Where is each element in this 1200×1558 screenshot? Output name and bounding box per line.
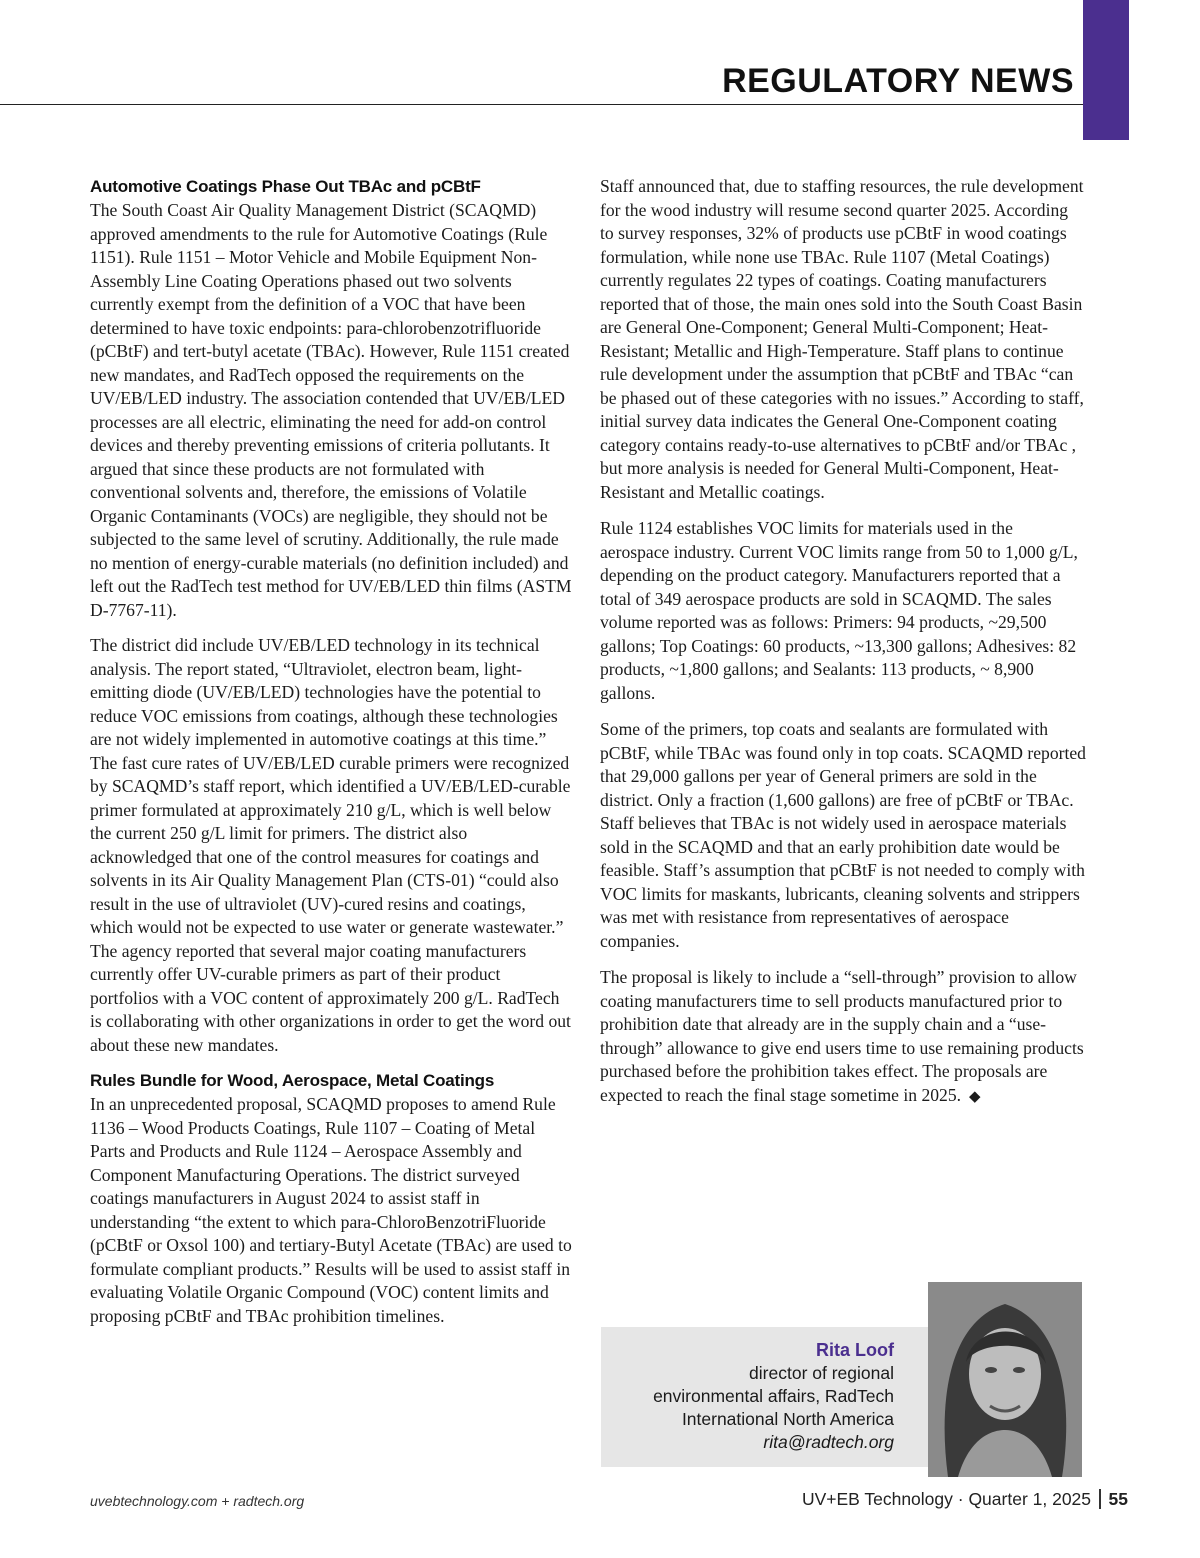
author-portrait-icon bbox=[928, 1282, 1082, 1477]
author-title-line: International North America bbox=[681, 1409, 894, 1429]
paragraph: In an unprecedented proposal, SCAQMD proposes to amend Rule 1136 – Wood Products Coatings, Rule 1107 – Coating of Metal Parts and Products and Rule 1124 – Aerospace Assembly and Component Manufacturing Operations. The district surveyed coatings manufacturers in August 2024 to assist staff in understanding “the extent to which para-ChloroBenzotriFluoride (pCBtF or Oxsol 100) and tertiary-Butyl Acetate (TBAc) are used to formulate compliant products.” Results will be used to assist staff in evaluating Volatile Organic Compound (VOC) content limits and proposing pCBtF and TBAc prohibition timelines. bbox=[90, 1094, 572, 1326]
page-number: 55 bbox=[1108, 1489, 1128, 1509]
author-title-line: director of regional bbox=[749, 1363, 894, 1383]
section-title: REGULATORY NEWS bbox=[722, 62, 1074, 100]
footer-websites: uvebtechnology.com + radtech.org bbox=[90, 1493, 305, 1509]
author-bio-box bbox=[601, 1327, 928, 1467]
paragraph: The South Coast Air Quality Management District (SCAQMD) approved amendments to the rule for Automotive Coatings (Rule 1151). Rule 1151 – Motor Vehicle and Mobile Equipment Non-Assembly Line Coating Operations phased out two solvents currently exempt from the definition of a VOC that have been determined to have toxic endpoints: para-chlorobenzotrifluoride (pCBtF) and tert-butyl acetate (TBAc). However, Rule 1151 created new mandates, and RadTech opposed the requirements on the UV/EB/LED industry. The association contended that UV/EB/LED processes are all electric, eliminating the need for add-on control devices and thereby preventing emissions of criteria pollutants. It argued that since these products are not formulated with conventional solvents and, therefore, the emissions of Volatile Organic Contaminants (VOCs) are negligible, they should not be subjected to the same level of scrutiny. Additionally, the rule made no mention of energy-curable materials (no definition included) and left out the RadTech test method for UV/EB/LED thin films (ASTM D-7767-11). bbox=[90, 200, 572, 620]
end-mark-icon: ◆ bbox=[969, 1086, 981, 1105]
author-email: rita@radtech.org bbox=[763, 1432, 894, 1452]
author-photo bbox=[928, 1282, 1082, 1477]
heading-rules-bundle: Rules Bundle for Wood, Aerospace, Metal Coatings bbox=[90, 1071, 495, 1090]
heading-automotive-coatings: Automotive Coatings Phase Out TBAc and pCBtF bbox=[90, 177, 481, 196]
left-column bbox=[90, 175, 572, 1340]
right-column bbox=[600, 175, 1086, 1121]
footer-separator bbox=[1099, 1489, 1101, 1509]
final-paragraph-text: The proposal is likely to include a “sell-through” provision to allow coating manufacturers time to sell products manufactured prior to prohibition date that already are in the supply chain and a “use-through” allowance to give end users time to use remaining products purchased before the prohibition takes effect. The proposals are expected to reach the final stage sometime in 2025. bbox=[600, 967, 1084, 1105]
author-title-line: environmental affairs, RadTech bbox=[653, 1386, 894, 1406]
publication-name: UV+EB Technology · Quarter 1, 2025 bbox=[801, 1489, 1092, 1509]
paragraph: Rule 1124 establishes VOC limits for materials used in the aerospace industry. Current VOC limits range from 50 to 1,000 g/L, depending on the product category. Manufacturers reported that a total of 349 aerospace products are sold in SCAQMD. The sales volume reported was as follows: Primers: 94 products, ~29,500 gallons; Top Coatings: 60 products, ~13,300 gallons; Adhesives: 82 products, ~1,800 gallons; and Sealants: 113 products, ~ 8,900 gallons. bbox=[600, 518, 1078, 703]
paragraph: Some of the primers, top coats and sealants are formulated with pCBtF, while TBAc was found only in top coats. SCAQMD reported that 29,000 gallons per year of General primers are sold in the district. Only a fraction (1,600 gallons) are free of pCBtF or TBAc. Staff believes that TBAc is not widely used in aerospace materials sold in the SCAQMD and that an early prohibition date would be feasible. Staff’s assumption that pCBtF is not needed to comply with VOC limits for maskants, lubricants, cleaning solvents and strippers was met with resistance from representatives of aerospace companies. bbox=[600, 719, 1086, 951]
header-divider bbox=[0, 104, 1083, 105]
author-bio bbox=[594, 1339, 894, 1454]
final-paragraph bbox=[600, 966, 1086, 1108]
paragraph: The district did include UV/EB/LED technology in its technical analysis. The report stated, “Ultraviolet, electron beam, light-emitting diode (UV/EB/LED) technologies have the potential to reduce VOC emissions from coatings, although these technologies are not widely implemented in automotive coatings at this time.” The fast cure rates of UV/EB/LED curable primers were recognized by SCAQMD’s staff report, which identified a UV/EB/LED-curable primer formulated at approximately 210 g/L, which is well below the current 250 g/L limit for primers. The district also acknowledged that one of the control measures for coatings and solvents in its Air Quality Management Plan (CTS-01) “could also result in the use of ultraviolet (UV)-cured resins and coatings, which would not be expected to use water or generate wastewater.” The agency reported that several major coating manufacturers currently offer UV-curable primers as part of their product portfolios with a VOC content of approximately 200 g/L. RadTech is collaborating with other organizations in order to get the word out about these new mandates. bbox=[90, 635, 571, 1055]
footer-publication bbox=[802, 1489, 1128, 1510]
author-name: Rita Loof bbox=[816, 1340, 894, 1360]
paragraph: Staff announced that, due to staffing resources, the rule development for the wood industry will resume second quarter 2025. According to survey responses, 32% of products use pCBtF in wood coatings formulation, while none use TBAc. Rule 1107 (Metal Coatings) currently regulates 22 types of coatings. Coating manufacturers reported that of those, the main ones sold into the South Coast Basin are General One-Component; General Multi-Component; Heat-Resistant; Metallic and High-Temperature. Staff plans to continue rule development under the assumption that pCBtF and TBAc “can be phased out of these categories with no issues.” According to staff, initial survey data indicates the General One-Component coating category contains ready-to-use alternatives to pCBtF and/or TBAc , but more analysis is needed for General Multi-Component, Heat-Resistant and Metallic coatings. bbox=[600, 176, 1084, 502]
section-accent-tab bbox=[1083, 0, 1129, 140]
